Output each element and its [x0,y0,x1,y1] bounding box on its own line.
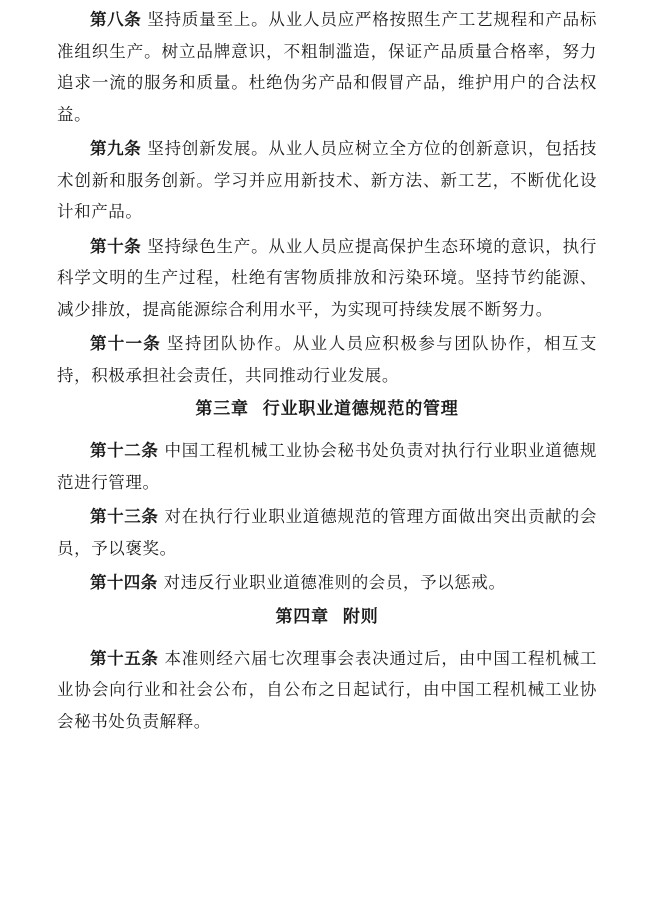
article-label: 第十四条 [90,573,158,592]
article-13 [57,501,597,564]
article-12 [57,435,597,498]
article-14 [57,567,597,599]
article-label: 第十条 [90,236,142,256]
article-label: 第十三条 [90,507,159,526]
article-8 [57,4,597,130]
article-text: 中国工程机械工业协会秘书处负责对执行行业职业道德规范进行管理。 [57,441,598,492]
article-11 [57,328,597,391]
article-text: 对在执行行业职业道德规范的管理方面做出突出贡献的会员，予以褒奖。 [57,507,598,558]
article-text: 坚持绿色生产。从业人员应提高保护生态环境的意识，执行科学文明的生产过程，杜绝有害物质排放和污染环境。坚持节约能源、减少排放，提高能源综合利用水平，为实现可持续发展不断努力。 [57,236,597,319]
article-text: 本准则经六届七次理事会表决通过后，由中国工程机械工业协会向行业和社会公布，自公布之日起试行，由中国工程机械工业协会秘书处负责解释。 [57,648,598,731]
article-text: 坚持创新发展。从业人员应树立全方位的创新意识，包括技术创新和服务创新。学习并应用新技术、新方法、新工艺，不断优化设计和产品。 [57,139,597,221]
article-text: 对违反行业职业道德准则的会员，予以惩戒。 [163,573,506,592]
document-body [57,4,597,740]
article-15 [57,643,597,738]
article-text: 坚持质量至上。从业人员应严格按照生产工艺规程和产品标准组织生产。树立品牌意识，不粗制滥造，保证产品质量合格率，努力追求一流的服务和质量。杜绝伪劣产品和假冒产品，维护用户的合法权益。 [57,10,597,124]
article-label: 第十二条 [90,441,159,460]
chapter-title: 行业职业道德规范的管理 [262,399,459,419]
article-10 [57,231,597,326]
chapter-number: 第四章 [275,606,329,627]
article-9 [57,133,597,228]
article-text: 坚持团队协作。从业人员应积极参与团队协作，相互支持，积极承担社会责任，共同推动行业发展。 [57,334,597,385]
article-label: 第十五条 [90,648,159,668]
chapter-4-heading [57,602,597,632]
article-label: 第十一条 [90,334,162,353]
chapter-number: 第三章 [195,399,249,419]
article-label: 第八条 [90,10,142,29]
chapter-title: 附则 [342,606,379,627]
chapter-3-heading [57,394,597,424]
article-label: 第九条 [90,139,142,158]
